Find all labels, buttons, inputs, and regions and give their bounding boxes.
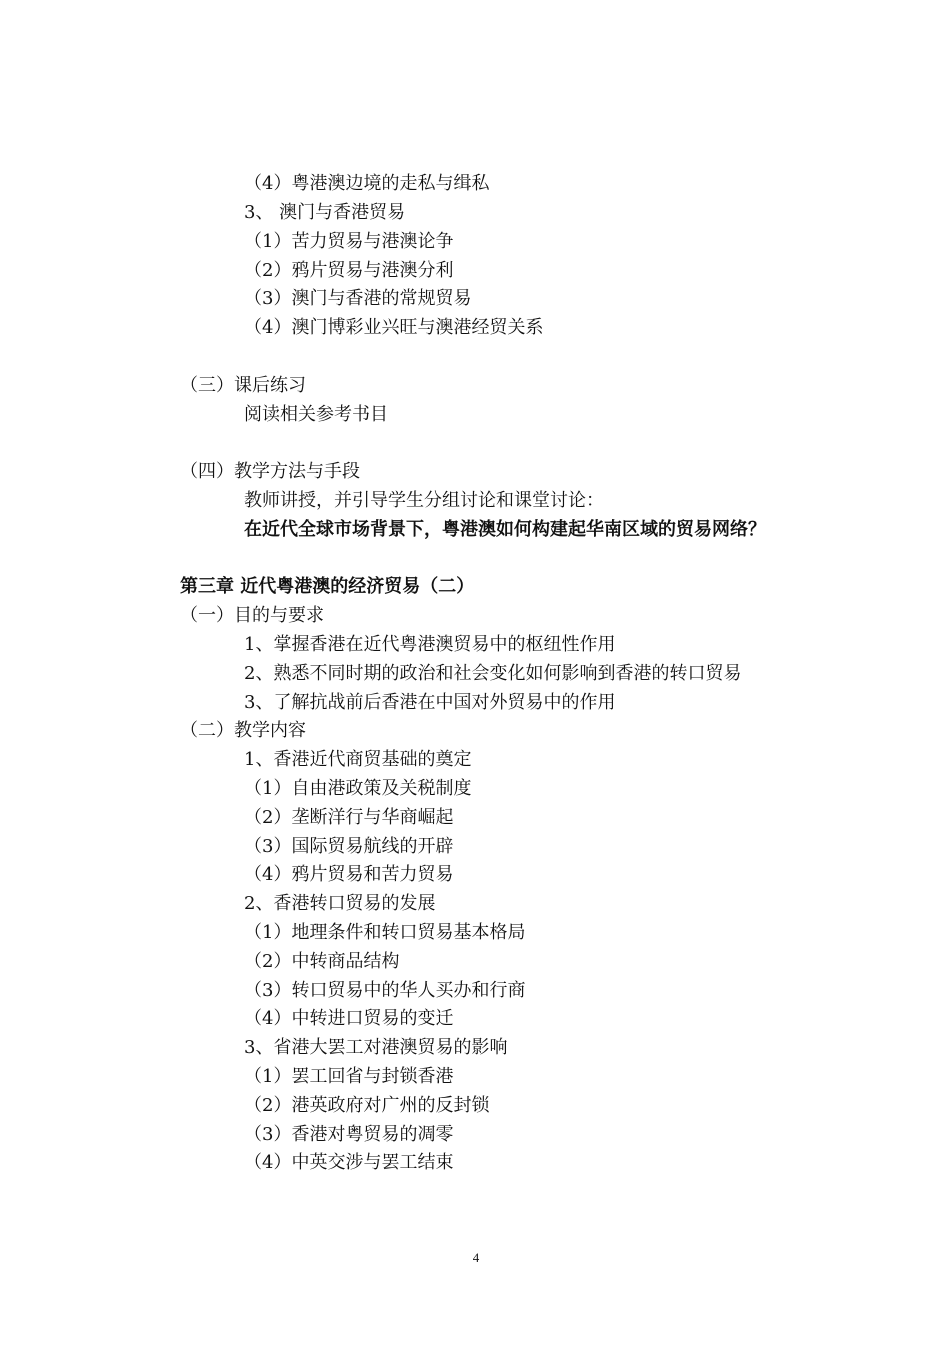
exercise-text: 阅读相关参考书目 (244, 404, 388, 425)
list-item: （1）苦力贸易与港澳论争 (244, 231, 454, 252)
list-item: （4）鸦片贸易和苦力贸易 (244, 864, 454, 885)
exercise-heading: （三）课后练习 (180, 375, 306, 396)
list-item: （4）中英交涉与罢工结束 (244, 1152, 454, 1173)
list-item: （2）鸦片贸易与港澳分利 (244, 260, 454, 281)
section-title: 1、香港近代商贸基础的奠定 (244, 749, 472, 770)
chapter-title: 第三章 近代粤港澳的经济贸易（二） (180, 576, 475, 597)
section-title: 2、香港转口贸易的发展 (244, 893, 436, 914)
list-item: （4）澳门博彩业兴旺与澳港经贸关系 (244, 317, 544, 338)
content-heading: （二）教学内容 (180, 720, 306, 741)
goal-item: 3、了解抗战前后香港在中国对外贸易中的作用 (244, 692, 616, 713)
goal-heading: （一）目的与要求 (180, 605, 324, 626)
goal-item: 1、掌握香港在近代粤港澳贸易中的枢纽性作用 (244, 634, 616, 655)
section-title: 3、 澳门与香港贸易 (244, 202, 406, 223)
method-text: 教师讲授，并引导学生分组讨论和课堂讨论： (244, 490, 604, 511)
list-item: （2）垄断洋行与华商崛起 (244, 807, 454, 828)
list-item: （2）中转商品结构 (244, 951, 400, 972)
list-item: （1）地理条件和转口贸易基本格局 (244, 922, 526, 943)
list-item: （3）香港对粤贸易的凋零 (244, 1124, 454, 1145)
method-heading: （四）教学方法与手段 (180, 461, 360, 482)
discussion-question: 在近代全球市场背景下，粤港澳如何构建起华南区域的贸易网络？ (244, 519, 766, 540)
goal-item: 2、熟悉不同时期的政治和社会变化如何影响到香港的转口贸易 (244, 663, 742, 684)
list-item: （1）自由港政策及关税制度 (244, 778, 472, 799)
list-item: （4）粤港澳边境的走私与缉私 (244, 173, 490, 194)
list-item: （4）中转进口贸易的变迁 (244, 1008, 454, 1029)
list-item: （2）港英政府对广州的反封锁 (244, 1095, 490, 1116)
list-item: （3）转口贸易中的华人买办和行商 (244, 980, 526, 1001)
list-item: （3）澳门与香港的常规贸易 (244, 288, 472, 309)
list-item: （1）罢工回省与封锁香港 (244, 1066, 454, 1087)
section-title: 3、省港大罢工对港澳贸易的影响 (244, 1037, 508, 1058)
list-item: （3）国际贸易航线的开辟 (244, 836, 454, 857)
page-number: 4 (472, 1250, 480, 1265)
